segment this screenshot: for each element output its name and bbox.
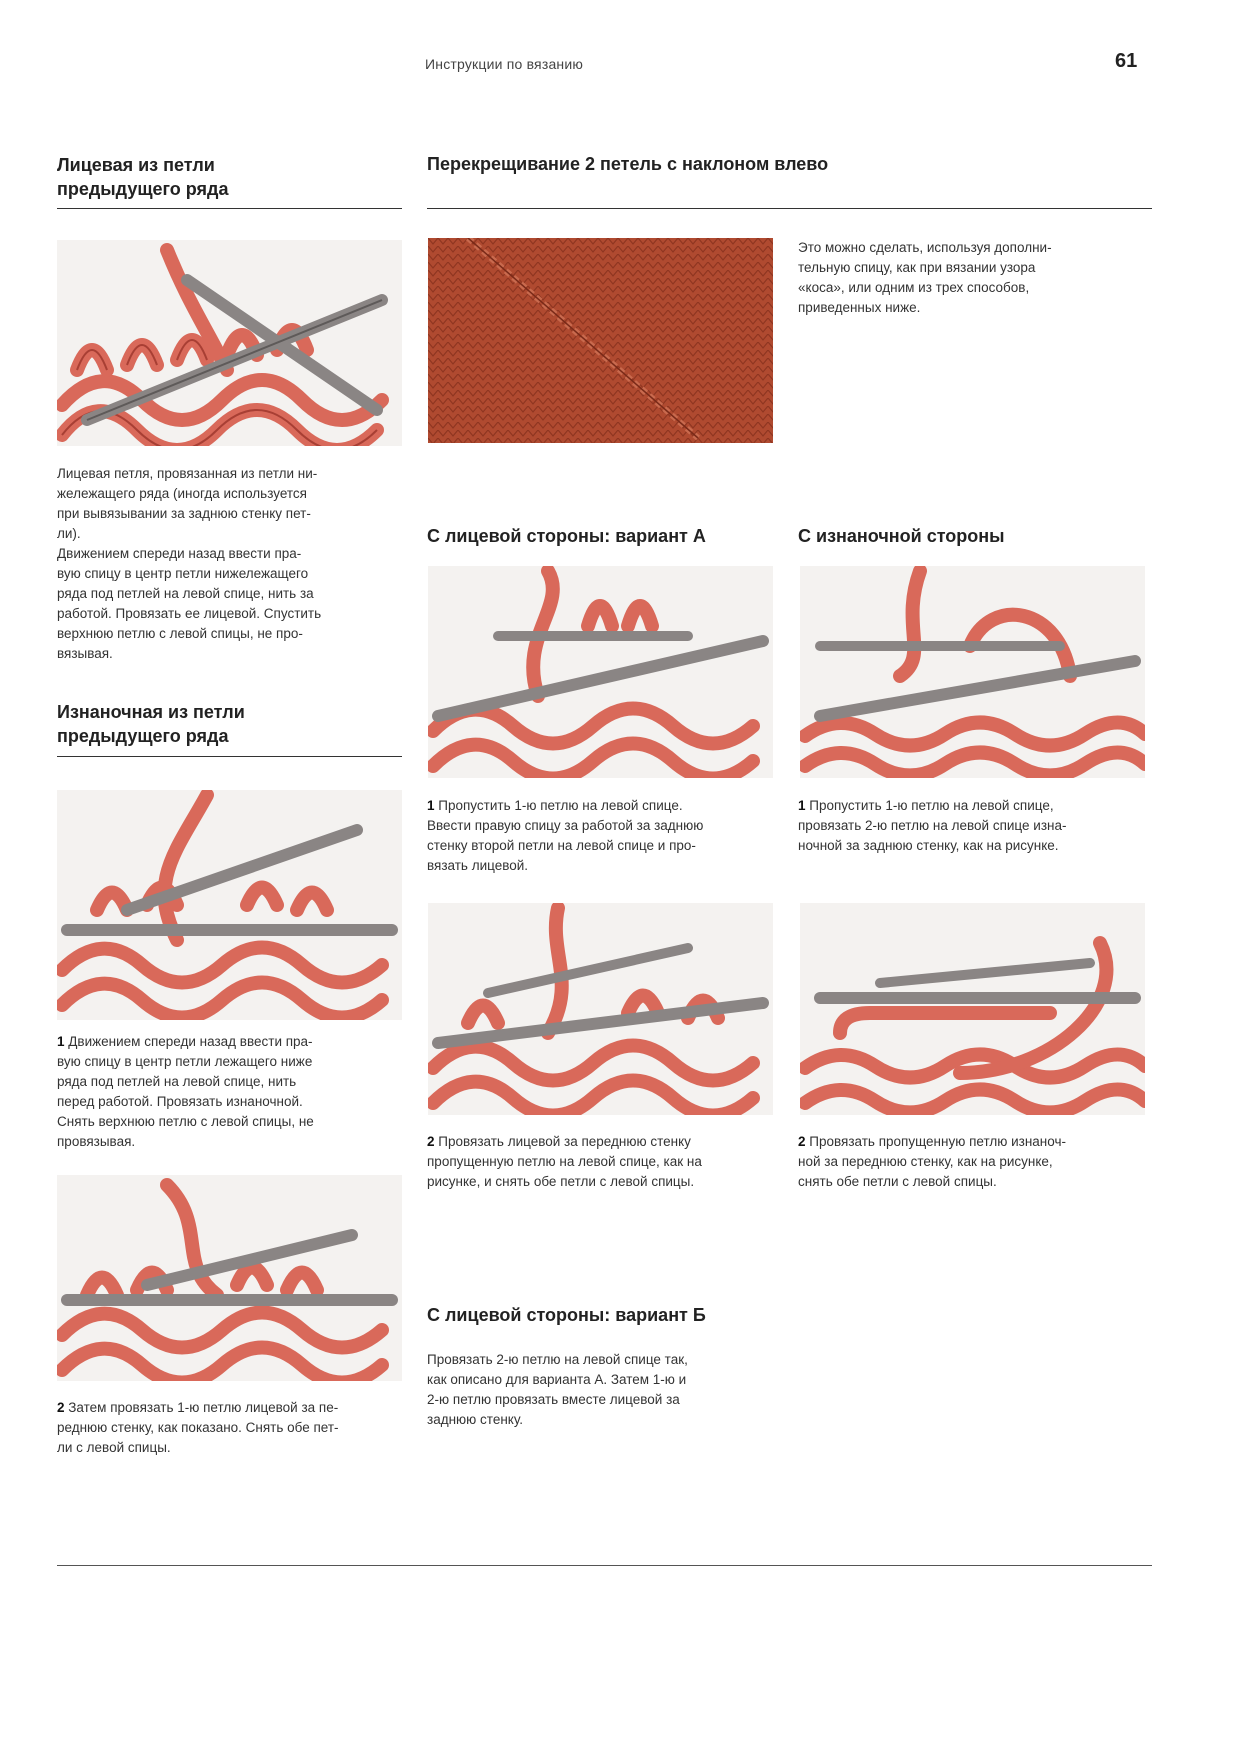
section-title-line-1: Изнаночная из петли — [57, 702, 245, 722]
step-number: 2 — [427, 1134, 435, 1149]
step-number: 1 — [427, 798, 435, 813]
section-title-purl-below — [57, 700, 387, 748]
wrong-side-step1-illustration — [800, 566, 1145, 778]
cross-stitch-illustration-icon — [428, 903, 773, 1115]
step-text: Пропустить 1-ю петлю на левой спице, провязать 2-ю петлю на левой спице изна- ночной за заднюю стенку, как на рисунке. — [798, 798, 1067, 853]
variant-a-title: С лицевой стороны: вариант А — [427, 526, 706, 546]
purl-cross-illustration-icon — [800, 566, 1145, 778]
variant-b-title: С лицевой стороны: вариант Б — [427, 1305, 706, 1325]
section-rule — [57, 756, 402, 757]
cross-intro-text: Это можно сделать, используя дополни- тельную спицу, как при вязании узора «коса», или одним из трех способов, приведенных ниже. — [798, 240, 1052, 315]
section-title-line-1: Лицевая из петли — [57, 155, 215, 175]
knit-below-illustration — [57, 240, 402, 446]
knit-below-description: Лицевая петля, провязанная из петли ни- жележащего ряда (иногда используется при вывязывании за заднюю стенку пет- ли). Движением спереди назад ввести пра- вую спицу в центр петли нижележащего ряда под петлей на левой спице, нить за работой. Провязать ее лицевой. Спустить верхнюю петлю с левой спицы, не про- вязывая. — [57, 466, 322, 661]
wrong-side-step2-illustration — [800, 903, 1145, 1115]
purl-below-step2 — [57, 1398, 402, 1458]
section-title-line-2: предыдущего ряда — [57, 179, 229, 199]
page-number: 61 — [1115, 50, 1138, 72]
footer-rule — [57, 1565, 1152, 1566]
cross-stitch-illustration-icon — [428, 566, 773, 778]
purl-illustration-icon — [57, 1175, 402, 1381]
purl-illustration-icon — [57, 790, 402, 1020]
step-text: Затем провязать 1-ю петлю лицевой за пе- реднюю стенку, как показано. Снять обе пет- ли с левой спицы. — [57, 1400, 339, 1455]
section-title-cross-left: Перекрещивание 2 петель с наклоном влево — [427, 154, 829, 174]
knit-illustration-icon — [57, 240, 402, 446]
step-number: 1 — [57, 1034, 65, 1049]
variant-a-step1-illustration — [428, 566, 773, 778]
swatch-photo-icon — [428, 238, 773, 443]
variant-a-step1 — [427, 796, 772, 876]
wrong-side-step2 — [798, 1132, 1150, 1192]
variant-b-text: Провязать 2-ю петлю на левой спице так, как описано для варианта А. Затем 1-ю и 2-ю петлю провязать вместе лицевой за заднюю стенку. — [427, 1352, 688, 1427]
knitted-swatch-photo — [428, 238, 773, 443]
step-text: Провязать лицевой за переднюю стенку пропущенную петлю на левой спице, как на рисунке, и снять обе петли с левой спицы. — [427, 1134, 702, 1189]
section-title-knit-below — [57, 153, 387, 201]
running-head: Инструкции по вязанию — [425, 56, 584, 72]
purl-cross-illustration-icon — [800, 903, 1145, 1115]
step-text: Провязать пропущенную петлю изнаноч- ной за переднюю стенку, как на рисунке, снять обе петли с левой спицы. — [798, 1134, 1066, 1189]
wrong-side-step1 — [798, 796, 1150, 856]
step-text: Пропустить 1-ю петлю на левой спице. Ввести правую спицу за работой за заднюю стенку второй петли на левой спице и про- вязать лицевой. — [427, 798, 704, 873]
purl-below-step1 — [57, 1032, 402, 1152]
section-rule — [427, 208, 1152, 209]
step-number: 1 — [798, 798, 806, 813]
section-rule — [57, 208, 402, 209]
purl-below-step2-illustration — [57, 1175, 402, 1381]
step-number: 2 — [798, 1134, 806, 1149]
step-text: Движением спереди назад ввести пра- вую спицу в центр петли лежащего ниже ряда под петлей на левой спице, нить перед работой. Провязать изнаночной. Снять верхнюю петлю с левой спицы, не провязывая. — [57, 1034, 314, 1149]
purl-below-step1-illustration — [57, 790, 402, 1020]
wrong-side-title: С изнаночной стороны — [798, 526, 1005, 546]
step-number: 2 — [57, 1400, 65, 1415]
variant-a-step2 — [427, 1132, 772, 1192]
section-title-line-2: предыдущего ряда — [57, 726, 229, 746]
variant-a-step2-illustration — [428, 903, 773, 1115]
